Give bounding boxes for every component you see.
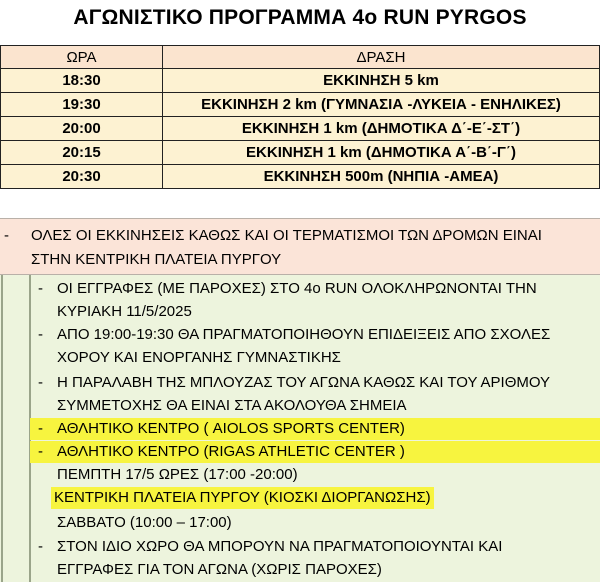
row-action: ΕΚΚΙΝΗΣΗ 2 km (ΓΥΜΝΑΣΙΑ -ΛΥΚΕΙΑ - ΕΝΗΛΙΚΕΣ) [163, 93, 600, 117]
demonstration-line-2: ΧΟΡΟΥ ΚΑΙ ΕΝΟΡΓΑΝΗΣ ΓΥΜΝΑΣΤΙΚΗΣ [57, 349, 341, 366]
header-action: ΔΡΑΣΗ [163, 46, 600, 69]
thursday-hours: ΠΕΜΠΤΗ 17/5 ΩΡΕΣ (17:00 -20:00) [57, 466, 298, 483]
onsite-line-2: ΕΓΓΡΑΦΕΣ ΓΙΑ ΤΟΝ ΑΓΩΝΑ (ΧΩΡΙΣ ΠΑΡΟΧΕΣ) [57, 561, 382, 578]
schedule-table [0, 45, 600, 189]
location-rigas: ΑΘΛΗΤΙΚΟ ΚΕΝΤΡΟ (RIGAS ATHLETIC CENTER ) [57, 443, 405, 460]
location-aiolos: ΑΘΛΗΤΙΚΟ ΚΕΝΤΡΟ ( AIOLOS SPORTS CENTER) [57, 420, 405, 437]
demonstration-bullet: - [38, 326, 43, 343]
row-action: ΕΚΚΙΝΗΣΗ 1 km (ΔΗΜΟΤΙΚΑ Α΄-Β΄-Γ΄) [163, 141, 600, 165]
table-row [1, 69, 600, 93]
info-divider-left [1, 275, 3, 582]
kiosk-location: ΚΕΝΤΡΙΚΗ ΠΛΑΤΕΙΑ ΠΥΡΓΟΥ (ΚΙΟΣΚΙ ΔΙΟΡΓΑΝΩΣΗΣ) [51, 487, 434, 509]
table-row [1, 165, 600, 189]
row-action: ΕΚΚΙΝΗΣΗ 5 km [163, 69, 600, 93]
demonstration-line-1: ΑΠΟ 19:00-19:30 ΘΑ ΠΡΑΓΜΑΤΟΠΟΙΗΘΟΥΝ ΕΠΙΔΕΙΞΕΙΣ ΑΠΟ ΣΧΟΛΕΣ [57, 326, 551, 343]
notice-line-1: ΟΛΕΣ ΟΙ ΕΚΚΙΝΗΣΕΙΣ ΚΑΘΩΣ ΚΑΙ ΟΙ ΤΕΡΜΑΤΙΣΜΟΙ ΤΩΝ ΔΡΟΜΩΝ ΕΙΝΑΙ [31, 227, 542, 244]
notice-bullet: - [4, 227, 9, 244]
table-row [1, 93, 600, 117]
registration-bullet: - [38, 280, 43, 297]
registration-line-1: ΟΙ ΕΓΓΡΑΦΕΣ (ΜΕ ΠΑΡΟΧΕΣ) ΣΤΟ 4ο RUN ΟΛΟΚΛΗΡΩΝΟΝΤΑΙ ΤΗΝ [57, 280, 537, 297]
table-row [1, 141, 600, 165]
location-bullet-1: - [38, 420, 43, 437]
row-time: 18:30 [1, 69, 163, 93]
row-action: ΕΚΚΙΝΗΣΗ 1 km (ΔΗΜΟΤΙΚΑ Δ΄-Ε΄-ΣΤ΄) [163, 117, 600, 141]
onsite-line-1: ΣΤΟΝ ΙΔΙΟ ΧΩΡΟ ΘΑ ΜΠΟΡΟΥΝ ΝΑ ΠΡΑΓΜΑΤΟΠΟΙΟΥΝΤΑΙ ΚΑΙ [57, 538, 503, 555]
row-time: 20:15 [1, 141, 163, 165]
row-time: 20:30 [1, 165, 163, 189]
row-action: ΕΚΚΙΝΗΣΗ 500m (ΝΗΠΙΑ -ΑΜΕΑ) [163, 165, 600, 189]
onsite-bullet: - [38, 538, 43, 555]
saturday-hours: ΣΑΒΒΑΤΟ (10:00 – 17:00) [57, 514, 232, 531]
schedule-header-row [1, 46, 600, 69]
location-bullet-2: - [38, 443, 43, 460]
pickup-line-2: ΣΥΜΜΕΤΟΧΗΣ ΘΑ ΕΙΝΑΙ ΣΤΑ ΑΚΟΛΟΥΘΑ ΣΗΜΕΙΑ [57, 397, 407, 414]
page-title: ΑΓΩΝΙΣΤΙΚΟ ΠΡΟΓΡΑΜΜΑ 4ο RUN PYRGOS [73, 6, 527, 29]
registration-line-2: ΚΥΡΙΑΚΗ 11/5/2025 [57, 303, 192, 320]
row-time: 20:00 [1, 117, 163, 141]
row-time: 19:30 [1, 93, 163, 117]
pickup-line-1: Η ΠΑΡΑΛΑΒΗ ΤΗΣ ΜΠΛΟΥΖΑΣ ΤΟΥ ΑΓΩΝΑ ΚΑΘΩΣ ΚΑΙ ΤΟΥ ΑΡΙΘΜΟΥ [57, 374, 551, 391]
header-time: ΩΡΑ [1, 46, 163, 69]
table-row [1, 117, 600, 141]
pickup-bullet: - [38, 374, 43, 391]
notice-line-2: ΣΤΗΝ ΚΕΝΤΡΙΚΗ ΠΛΑΤΕΙΑ ΠΥΡΓΟΥ [31, 251, 282, 268]
